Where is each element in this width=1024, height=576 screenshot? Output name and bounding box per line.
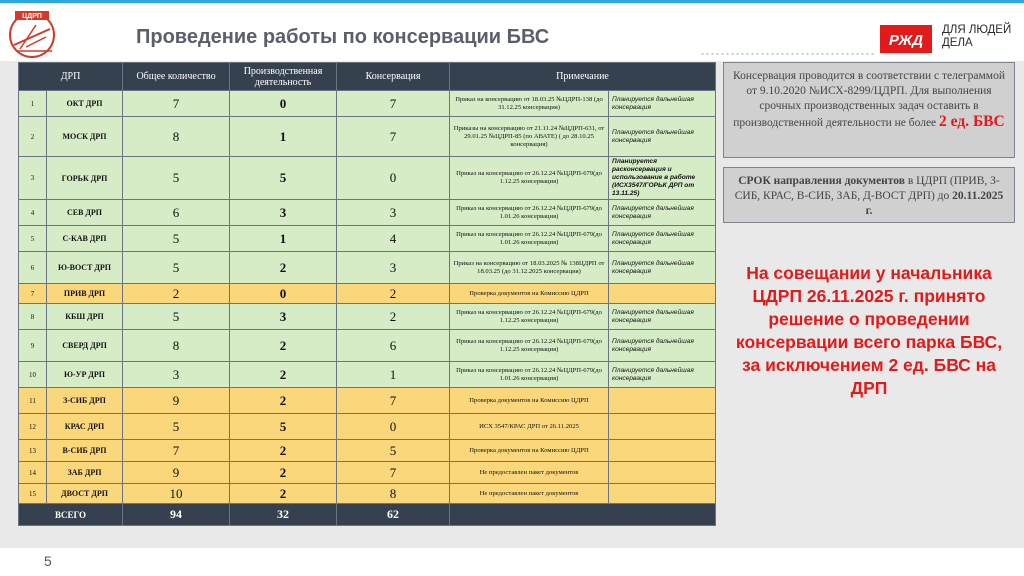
conservation-count: 3: [337, 200, 450, 226]
col-header-note: Примечание: [450, 63, 716, 91]
drp-name: В-СИБ ДРП: [47, 440, 123, 462]
conservation-count: 8: [337, 484, 450, 504]
table-row: [19, 117, 716, 157]
production-count: 2: [230, 330, 337, 362]
page-title: Проведение работы по консервации БВС: [136, 26, 550, 48]
total-count: 2: [123, 284, 230, 304]
rzd-logo-icon: [880, 25, 932, 53]
plan-text: Планируется дальнейшая консервация: [609, 91, 716, 117]
total-note-empty: [450, 504, 716, 526]
conservation-table: [18, 62, 716, 526]
note-text: Приказ на консервацию от 26.12.24 №ЦДРП-679(до 1.12.25 консервация): [450, 157, 609, 200]
plan-text: Планируется дальнейшая консервация: [609, 117, 716, 157]
col-header-production: Производственная деятельность: [230, 63, 337, 91]
table-row: [19, 200, 716, 226]
header: [0, 3, 1024, 61]
total-count: 5: [123, 252, 230, 284]
col-header-drp: ДРП: [19, 63, 123, 91]
total-count: 6: [123, 200, 230, 226]
cdrp-logo-icon: [6, 7, 58, 59]
telegram-info-box: [723, 62, 1015, 158]
dotted-divider: [700, 53, 875, 55]
note-text: Приказ на консервацию от 26.12.24 №ЦДРП-679(до 1.12.25 консервация): [450, 304, 609, 330]
row-number: 10: [19, 362, 47, 388]
conservation-count: 1: [337, 362, 450, 388]
plan-text: Планируется дальнейшая консервация: [609, 304, 716, 330]
drp-name: ДВОСТ ДРП: [47, 484, 123, 504]
plan-text: [609, 414, 716, 440]
note-text: Приказ на консервацию от 26.12.24 №ЦДРП-679(до 1.01.26 консервация): [450, 200, 609, 226]
total-count: 3: [123, 362, 230, 388]
production-count: 5: [230, 157, 337, 200]
total-count: 9: [123, 388, 230, 414]
production-count: 2: [230, 484, 337, 504]
total-count: 9: [123, 462, 230, 484]
drp-name: СЕВ ДРП: [47, 200, 123, 226]
note-text: Не предоставлен пакет документов: [450, 462, 609, 484]
plan-text: [609, 462, 716, 484]
table-row: [19, 252, 716, 284]
conservation-count: 6: [337, 330, 450, 362]
footer: [0, 548, 1024, 576]
drp-name: Ю-ВОСТ ДРП: [47, 252, 123, 284]
production-count: 2: [230, 440, 337, 462]
total-count: 5: [123, 304, 230, 330]
note-text: Проверка документов на Комиссию ЦДРП: [450, 284, 609, 304]
conservation-sum: 62: [337, 504, 450, 526]
drp-name: КБШ ДРП: [47, 304, 123, 330]
table-row: [19, 226, 716, 252]
drp-name: МОСК ДРП: [47, 117, 123, 157]
table-row: [19, 414, 716, 440]
slogan-line-1: ДЛЯ ЛЮДЕЙ: [942, 24, 1012, 36]
col-header-total: Общее количество: [123, 63, 230, 91]
production-count: 1: [230, 226, 337, 252]
drp-name: ЗАБ ДРП: [47, 462, 123, 484]
plan-text: Планируется дальнейшая консервация: [609, 252, 716, 284]
page-number: 5: [44, 553, 52, 569]
total-count: 7: [123, 91, 230, 117]
note-text: Приказ на консервацию от 26.12.24 №ЦДРП-679(до 1.12.25 консервация): [450, 330, 609, 362]
production-count: 2: [230, 388, 337, 414]
row-number: 11: [19, 388, 47, 414]
table-row: [19, 388, 716, 414]
drp-name: Ю-УР ДРП: [47, 362, 123, 388]
note-text: ИСХ 3547/КРАС ДРП от 26.11.2025: [450, 414, 609, 440]
table-row: [19, 157, 716, 200]
table-row: [19, 362, 716, 388]
slogan: [942, 24, 1011, 50]
telegram-info-text: Консервация проводится в соответствии с телеграммой от 9.10.2020 №ИСХ-8299/ЦДРП. Для выполнения срочных производственных задач оставить в производственной деятельности не более: [733, 70, 1005, 129]
conservation-count: 0: [337, 157, 450, 200]
drp-name: ОКТ ДРП: [47, 91, 123, 117]
production-count: 3: [230, 200, 337, 226]
plan-text: [609, 388, 716, 414]
table-row: [19, 91, 716, 117]
total-count: 5: [123, 226, 230, 252]
table-row: [19, 484, 716, 504]
row-number: 15: [19, 484, 47, 504]
telegram-info-highlight: 2 ед. БВС: [939, 113, 1005, 130]
row-number: 3: [19, 157, 47, 200]
row-number: 5: [19, 226, 47, 252]
row-number: 13: [19, 440, 47, 462]
production-count: 5: [230, 414, 337, 440]
note-text: Приказ на консервацию от 26.12.24 №ЦДРП-679(до 1.01.26 консервация): [450, 362, 609, 388]
row-number: 14: [19, 462, 47, 484]
conservation-count: 0: [337, 414, 450, 440]
conservation-count: 4: [337, 226, 450, 252]
plan-text: Планируется дальнейшая консервация: [609, 200, 716, 226]
total-count: 8: [123, 330, 230, 362]
total-count: 7: [123, 440, 230, 462]
plan-text: Планируется дальнейшая консервация: [609, 330, 716, 362]
drp-name: СВЕРД ДРП: [47, 330, 123, 362]
decision-text: [723, 262, 1015, 400]
note-text: Приказы на консервацию от 21.11.24 №ЦДРП-631, от 29.01.25 №ЦДРП-85 (по АВАТЕ) ( до 28.10.25 консервация): [450, 117, 609, 157]
conservation-count: 7: [337, 462, 450, 484]
total-count: 8: [123, 117, 230, 157]
drp-name: ПРИВ ДРП: [47, 284, 123, 304]
plan-text: [609, 440, 716, 462]
plan-text: Планируется расконсервация и использование в работе (ИСХ3547/ГОРЬК ДРП от 13.11.25): [609, 157, 716, 200]
drp-name: З-СИБ ДРП: [47, 388, 123, 414]
plan-text: Планируется дальнейшая консервация: [609, 362, 716, 388]
total-label: ВСЕГО: [19, 504, 123, 526]
drp-name: С-КАВ ДРП: [47, 226, 123, 252]
deadline-text: в ЦДРП (ПРИВ, З-СИБ, КРАС, В-СИБ, ЗАБ, Д-ВОСТ ДРП) до: [734, 175, 1000, 202]
note-text: Проверка документов на Комиссию ЦДРП: [450, 440, 609, 462]
drp-name: ГОРЬК ДРП: [47, 157, 123, 200]
row-number: 7: [19, 284, 47, 304]
row-number: 6: [19, 252, 47, 284]
table-row: [19, 330, 716, 362]
production-count: 2: [230, 462, 337, 484]
row-number: 8: [19, 304, 47, 330]
total-count: 10: [123, 484, 230, 504]
conservation-count: 7: [337, 117, 450, 157]
note-text: Проверка документов на Комиссию ЦДРП: [450, 388, 609, 414]
table-row: [19, 462, 716, 484]
conservation-count: 7: [337, 91, 450, 117]
conservation-count: 7: [337, 388, 450, 414]
deadline-bold-prefix: СРОК направления документов: [738, 175, 905, 187]
note-text: Приказ на консервацию от 18.03.25 №ЦДРП-138 (до 31.12.25 консервация): [450, 91, 609, 117]
production-sum: 32: [230, 504, 337, 526]
row-number: 4: [19, 200, 47, 226]
row-number: 12: [19, 414, 47, 440]
conservation-count: 3: [337, 252, 450, 284]
total-count: 5: [123, 157, 230, 200]
plan-text: [609, 484, 716, 504]
decision-text-main: На совещании у начальника ЦДРП 26.11.2025 г. принято решение о проведении консервации всего парка БВС,: [735, 263, 1003, 352]
deadline-info-box: [723, 167, 1015, 223]
row-number: 2: [19, 117, 47, 157]
total-row: [19, 504, 716, 526]
production-count: 0: [230, 284, 337, 304]
total-count: 5: [123, 414, 230, 440]
plan-text: Планируется дальнейшая консервация: [609, 226, 716, 252]
production-count: 2: [230, 252, 337, 284]
conservation-count: 2: [337, 284, 450, 304]
note-text: Приказ на консервацию от 26.12.24 №ЦДРП-679(до 1.01.26 консервация): [450, 226, 609, 252]
logo-text: ЦДРП: [22, 13, 42, 20]
table-row: [19, 284, 716, 304]
row-number: 9: [19, 330, 47, 362]
col-header-conservation: Консервация: [337, 63, 450, 91]
table-body: [19, 91, 716, 526]
total-sum: 94: [123, 504, 230, 526]
table-row: [19, 440, 716, 462]
conservation-count: 2: [337, 304, 450, 330]
production-count: 1: [230, 117, 337, 157]
rzd-logo-text: РЖД: [888, 32, 924, 49]
conservation-table-wrap: [18, 62, 715, 546]
deadline-date: 20.11.2025 г.: [865, 190, 1004, 217]
plan-text: [609, 284, 716, 304]
table-header-row: [19, 63, 716, 91]
note-text: Приказ на консервацию от 18.03.2025 № 138ЦДРП от 18.03.25 (до 31.12.2025 консервация): [450, 252, 609, 284]
row-number: 1: [19, 91, 47, 117]
decision-text-exception: за исключением 2 ед. БВС на ДРП: [742, 355, 996, 398]
slogan-line-2: ДЕЛА: [942, 37, 973, 49]
production-count: 0: [230, 91, 337, 117]
table-row: [19, 304, 716, 330]
production-count: 3: [230, 304, 337, 330]
conservation-count: 5: [337, 440, 450, 462]
production-count: 2: [230, 362, 337, 388]
drp-name: КРАС ДРП: [47, 414, 123, 440]
note-text: Не предоставлен пакет документов: [450, 484, 609, 504]
